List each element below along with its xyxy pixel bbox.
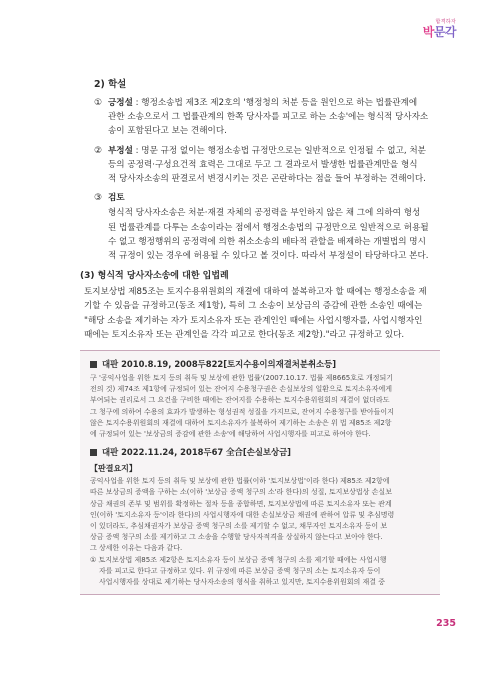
text-line: 된 법률관계를 다투는 소송이라는 점에서 행정소송법의 규정만으로 일반적으로 허용될 <box>108 222 429 233</box>
case-title: 대판 2022.11.24, 2018두67 全合[손실보상금] <box>90 446 430 459</box>
case-text-line: 그 상세한 이유는 다음과 같다. <box>90 544 183 553</box>
text-line: "해당 소송을 제기하는 자가 토지소유자 또는 관계인인 때에는 사업시행자를, 사업시행자인 <box>84 315 423 326</box>
text-line: 기할 수 있음을 규정하고(동조 제1항), 특히 그 소송이 보상금의 증감에 관한 소송인 때에는 <box>84 301 423 312</box>
case-text-line: 자를 피고로 한다고 규정하고 있다. 위 규정에 따른 보상금 증액 청구의 소는 토지소유자 등이 <box>99 566 381 575</box>
review-label: 검토 <box>108 193 125 204</box>
case-text-line: 전의 것) 제74조 제1항에 규정되어 있는 잔여지 수용청구권은 손실보상의 일환으로 토지소유자에게 <box>90 385 393 394</box>
item-marker: ① <box>94 98 103 108</box>
case-law-box <box>80 350 440 595</box>
theory-affirmative <box>80 96 440 139</box>
review-paragraph <box>80 206 440 263</box>
logo-wordmark: 박문각 <box>422 25 456 39</box>
theory-review <box>80 191 440 205</box>
case-text-line: 구 '공익사업을 위한 토지 등의 취득 및 보상에 관한 법률'(2007.10.17. 법률 제8665호로 개정되기 <box>90 374 394 383</box>
square-bullet-icon <box>90 361 97 368</box>
case-text-line: 않은 토지수용위원회의 재결에 대하여 토지소유자가 불복하여 제기하는 소송은 위 법 제85조 제2항 <box>90 418 392 427</box>
text-line: 토지보상법 제85조는 토지수용위원회의 재결에 대하여 불복하고자 할 때에는 행정소송을 제 <box>84 287 427 298</box>
legislation-paragraph <box>80 285 440 342</box>
section-heading-legislation: (3) 형식적 당사자소송에 대한 입법례 <box>80 271 229 282</box>
case-text-line: 이 있더라도, 추심채권자가 보상금 증액 청구의 소를 제기할 수 없고, 채무자인 토지소유자 등이 보 <box>90 522 388 531</box>
case-text-line: 에 규정되어 있는 '보상금의 증감에 관한 소송'에 해당하여 사업시행자를 피고로 하여야 한다. <box>90 430 371 439</box>
case-text-line: 그 청구에 의하여 수용의 효과가 발생하는 형성권적 성질을 가지므로, 잔여지 수용청구를 받아들이지 <box>90 407 394 416</box>
case-text-line: 공익사업을 위한 토지 등의 취득 및 보상에 관한 법률(이하 '토지보상법'이라 한다) 제85조 제2항에 <box>90 477 390 486</box>
text-line: 형식적 당사자소송은 처분·재결 자체의 공정력을 부인하지 않은 채 그에 의하여 형성 <box>108 208 421 219</box>
case-text-line: 인(이하 '토지소유자 등'이라 한다)의 사업시행자에 대한 손실보상금 채권에 관하여 압류 및 추심명령 <box>90 510 395 519</box>
publisher-logo <box>423 20 456 38</box>
text-line: 등의 공정력·구성요건적 효력은 그대로 두고 그 결과로서 발생한 법률관계만을 형식 <box>108 159 418 170</box>
theory-negative <box>80 144 440 187</box>
case-text-line: 상금 증액 청구의 소를 제기하고 그 소송을 수행할 당사자적격을 상실하지 않는다고 보아야 한다. <box>90 533 383 542</box>
text-line: 수 없고 행정행위의 공정력에 의한 취소소송의 배타적 관할을 배제하는 개별법의 명시 <box>108 236 426 247</box>
case-title: 대판 2010.8.19, 2008두822[토지수용이의재결처분취소등] <box>90 358 430 371</box>
logo-tagline: 합격하자 <box>435 19 456 25</box>
text-line: 송이 포함된다고 보는 견해이다. <box>108 126 227 137</box>
section-heading-theories: 2) 학설 <box>94 79 127 90</box>
case-text-line: ① 토지보상법 제85조 제2항은 토지소유자 등이 보상금 증액 청구의 소를 제기할 때에는 사업시행 <box>90 555 387 564</box>
judgment-gist-label: 【판결요지】 <box>90 464 137 474</box>
case-text-line: 사업시행자를 상대로 제기하는 당사자소송의 형식을 취하고 있지만, 토지수용위원회의 재결 중 <box>99 578 385 587</box>
text-line: 적 당사자소송의 판결로서 변경시키는 것은 곤란하다는 점을 들어 부정하는 견해이다. <box>108 174 426 185</box>
text-line: 때에는 토지소유자 또는 관계인을 각각 피고로 한다(동조 제2항)."라고 규정하고 있다. <box>84 329 405 340</box>
page-body <box>80 78 440 595</box>
item-marker: ③ <box>94 193 103 204</box>
item-marker: ② <box>94 145 103 156</box>
case-text-line: 따른 보상금의 증액을 구하는 소(이하 '보상금 증액 청구의 소'라 한다)의 성질, 토지보상법상 손실보 <box>90 488 392 497</box>
case-text-line: 상금 채권의 존부 및 범위를 확정하는 절차 등을 종합하면, 토지보상법에 따른 토지소유자 또는 관계 <box>90 499 392 508</box>
text-line: 긍정설 : 행정소송법 제3조 제2호의 '행정청의 처분 등을 원인으로 하는 법률관계에 <box>108 98 418 108</box>
case-text-line: 부여되는 권리로서 그 요건을 구비한 때에는 잔여지를 수용하는 토지수용위원회의 재결이 없더라도 <box>90 396 390 405</box>
page-number: 235 <box>436 618 456 629</box>
square-bullet-icon <box>90 449 97 456</box>
text-line: 부정설 : 명문 규정 없이는 행정소송법 규정만으로는 일반적으로 인정될 수 없고, 처분 <box>108 145 426 156</box>
text-line: 적 규정이 있는 경우에 허용될 수 있다고 볼 것이다. 따라서 부정설이 타당하다고 본다. <box>108 251 429 262</box>
text-line: 관한 소송으로서 그 법률관계의 한쪽 당사자를 피고로 하는 소송'에는 형식적 당사자소 <box>108 112 429 123</box>
